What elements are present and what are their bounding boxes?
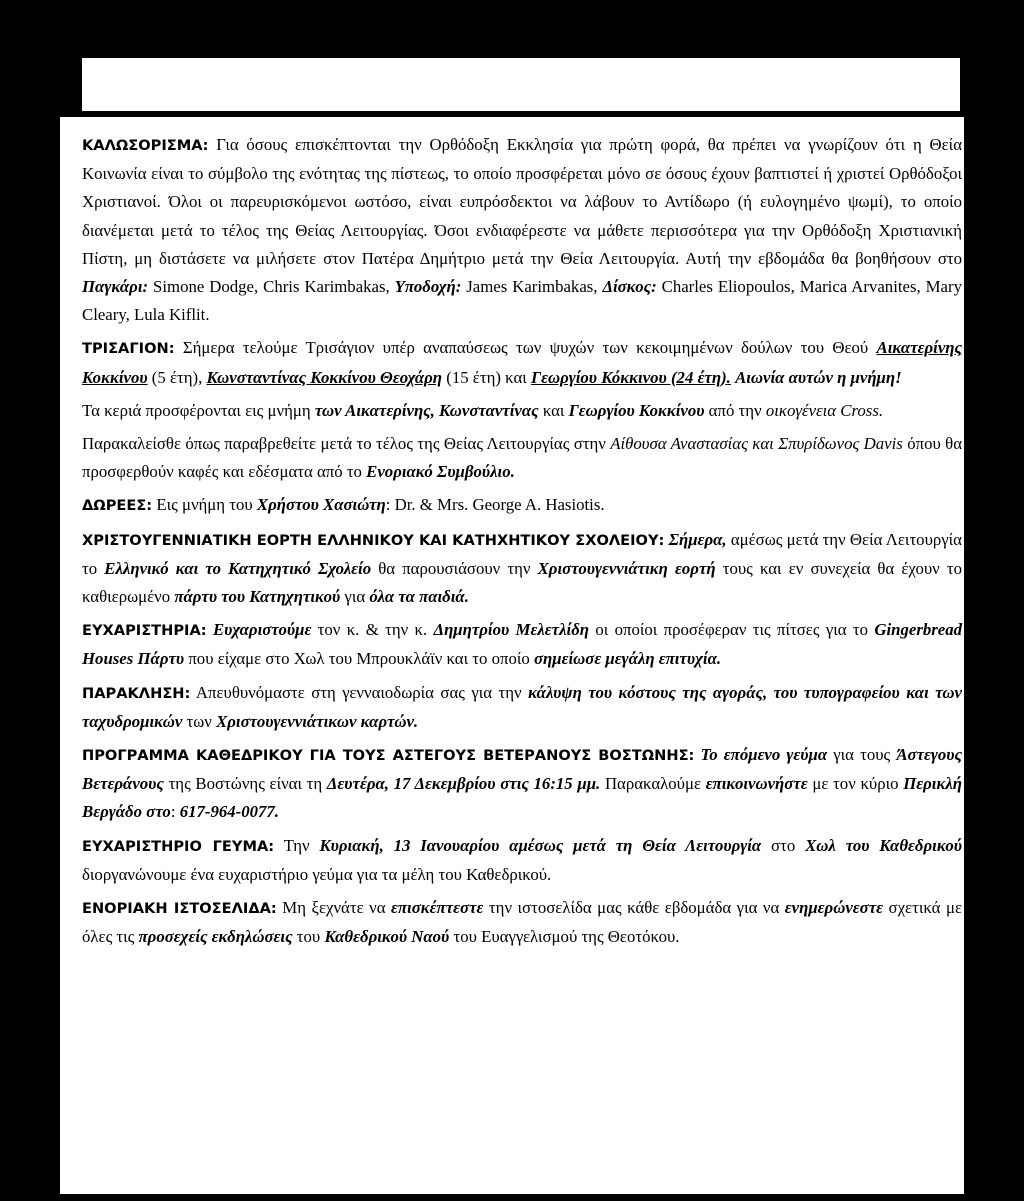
- announcement-kollyva: [82, 397, 962, 425]
- emphasis-run: Gingerbread Houses Πάρτυ: [82, 620, 962, 669]
- emphasis-run: Άστεγους Βετεράνους: [82, 745, 962, 794]
- text-run: Εις μνήμη του: [152, 495, 257, 515]
- header-bar: [82, 58, 960, 111]
- text-run: Τα κεριά προσφέρονται εις μνήμη: [82, 400, 315, 420]
- text-run: Την: [274, 835, 320, 855]
- section-label: ΔΩΡΕΕΣ:: [82, 497, 153, 515]
- text-run: Παρακαλείσθε όπως παραβρεθείτε μετά το τέλος της Θείας Λειτουργίας στην: [82, 434, 611, 454]
- text-run: τους και εν συνεχεία θα έχουν το καθιερωμένο: [82, 558, 963, 607]
- emphasis-run: Κωνσταντίνας Κοκκίνου Θεοχάρη: [206, 367, 443, 387]
- text-run: διοργανώνουμε ένα ευχαριστήριο γεύμα για τα μέλη του Καθεδρικού.: [82, 864, 552, 884]
- emphasis-run: Αίθουσα Αναστασίας και Σπυρίδωνος Davis: [610, 434, 903, 454]
- text-run: για τους: [827, 745, 897, 765]
- emphasis-run: Παγκάρι:: [82, 277, 149, 297]
- emphasis-run: Χωλ του Καθεδρικού: [805, 835, 962, 855]
- text-run: οι οποίοι προσέφεραν τις πίτσες για το: [589, 620, 875, 640]
- section-label: ΠΡΟΓΡΑΜΜΑ ΚΑΘΕΔΡΙΚΟΥ ΓΙΑ ΤΟΥΣ ΑΣΤΕΓΟΥΣ ΒΕΤΕΡΑΝΟΥΣ ΒΟΣΤΩΝΗΣ:: [82, 747, 695, 765]
- text-run: της Βοστώνης είναι τη: [163, 774, 327, 794]
- text-run: (5 έτη),: [147, 367, 207, 387]
- emphasis-run: 617-964-0077.: [179, 802, 279, 822]
- text-run: Charles Eliopoulos, Marica Arvanites, Mary Cleary, Lula Kiflit.: [82, 277, 962, 325]
- emphasis-run: Το επόμενο γεύμα: [700, 745, 828, 765]
- section-label: ΤΡΙΣΑΓΙΟΝ:: [82, 340, 175, 358]
- text-run: σχετικά με όλες τις: [82, 898, 962, 947]
- text-run: του: [292, 927, 325, 947]
- emphasis-run: των Αικατερίνης, Κωνσταντίνας: [314, 400, 539, 420]
- section-label: ΕΥΧΑΡΙΣΤΗΡΙΑ:: [82, 622, 207, 640]
- emphasis-run: Υποδοχή:: [394, 277, 462, 297]
- text-run: στο: [761, 835, 806, 855]
- text-run: Για όσους επισκέπτονται την Ορθόδοξη Εκκλησία για πρώτη φορά, θα πρέπει να γνωρίζουν ότι η Θεία Κοινωνία είναι το σύμβολο της ενότητας της πίστεως, το οποίο προσφέρεται μόνο σε όσους έχουν βαπτιστεί ή χριστεί Ορθόδοξοι Χριστιανοί. Όλοι οι παρευρισκόμενοι ωστόσο, είναι ευπρόσδεκτοι να λάβουν το Αντίδωρο (ή ευλογημένο ψωμί), το οποίο διανέμεται μετά το τέλος της Θείας Λειτουργίας. Όσοι ενδιαφέρεστε να μάθετε περισσότερα για την Ορθόδοξη Χριστιανική Πίστη, μη διστάσετε να μιλήσετε στον Πατέρα Δημήτριο μετά την Θεία Λειτουργία. Αυτή την εβδομάδα θα βοηθήσουν στο: [82, 135, 962, 268]
- emphasis-run: όλα τα παιδιά.: [369, 587, 469, 607]
- announcement-donations: [82, 491, 962, 520]
- announcement-thanks-lunch: [82, 832, 962, 889]
- text-run: του Ευαγγελισμού της Θεοτόκου.: [449, 927, 680, 947]
- emphasis-run: Ελληνικό και το Κατηχητικό Σχολείο: [104, 558, 372, 578]
- announcements: [82, 131, 962, 956]
- emphasis-run: Δημητρίου Μελετλίδη: [433, 620, 590, 640]
- emphasis-run: Δευτέρα, 17 Δεκεμβρίου στις 16:15 μμ.: [326, 774, 601, 794]
- emphasis-run: Περικλή Βεργάδο στο: [82, 774, 963, 822]
- emphasis-run: Καθεδρικού Ναού: [324, 927, 450, 947]
- text-run: των: [182, 711, 217, 731]
- text-run: με τον κύριο: [807, 774, 904, 794]
- announcement-trisagion: [82, 334, 962, 391]
- emphasis-run: Χριστουγεννιάτικη εορτή: [537, 558, 716, 578]
- text-run: Απευθυνόμαστε στη γενναιοδωρία σας για την: [190, 682, 529, 702]
- announcement-thanks: [82, 616, 962, 673]
- emphasis-run: Χριστουγεννιάτικων καρτών.: [216, 711, 419, 731]
- emphasis-run: επικοινωνήστε: [705, 774, 808, 794]
- emphasis-run: κάλυψη του κόστους της αγοράς, του τυπογραφείου και των ταχυδρομικών: [82, 682, 962, 731]
- text-run: Simone Dodge, Chris Karimbakas,: [148, 277, 395, 297]
- emphasis-run: προσεχείς εκδηλώσεις: [138, 927, 293, 947]
- announcement-request: [82, 679, 962, 736]
- emphasis-run: Αιωνία αυτών η μνήμη!: [735, 367, 902, 387]
- text-run: που είχαμε στο Χωλ του Μπρουκλάϊν και το οποίο: [184, 649, 534, 669]
- emphasis-run: Σήμερα,: [668, 529, 727, 549]
- emphasis-run: ενημερώνεστε: [784, 898, 884, 918]
- text-run: από την: [704, 400, 766, 420]
- section-label: ΚΑΛΩΣΟΡΙΣΜΑ:: [82, 137, 209, 154]
- text-run: :: [170, 802, 180, 822]
- emphasis-run: Γεωργίου Κοκκίνου: [568, 400, 705, 420]
- text-run: τον κ. & την κ.: [311, 620, 434, 640]
- announcement-coffee: [82, 430, 962, 486]
- section-label: ΕΝΟΡΙΑΚΗ ΙΣΤΟΣΕΛΙΔΑ:: [82, 900, 277, 918]
- text-run: και: [538, 400, 569, 420]
- emphasis-run: Κυριακή, 13 Ιανουαρίου αμέσως μετά τη Θεία Λειτουργία: [319, 835, 762, 855]
- emphasis-run: Ενοριακό Συμβούλιο.: [366, 462, 515, 482]
- announcement-welcome: [82, 131, 962, 329]
- section-label: ΕΥΧΑΡΙΣΤΗΡΙΟ ΓΕΥΜΑ:: [82, 837, 275, 855]
- emphasis-run: επισκέπτεστε: [391, 898, 484, 918]
- text-run: (15 έτη) και: [442, 367, 531, 387]
- announcement-website: [82, 894, 962, 951]
- text-run: James Karimbakas,: [461, 277, 603, 297]
- text-run: Σήμερα τελούμε Τρισάγιον υπέρ αναπαύσεως των ψυχών των κεκοιμημένων δούλων του Θεού: [174, 338, 877, 358]
- emphasis-run: Δίσκος:: [602, 277, 657, 297]
- emphasis-run: πάρτυ του Κατηχητικού: [174, 587, 341, 607]
- section-label: ΠΑΡΑΚΛΗΣΗ:: [82, 684, 191, 702]
- text-run: όπου θα προσφερθούν καφές και εδέσματα από το: [82, 434, 962, 482]
- emphasis-run: Χρήστου Χασιώτη: [256, 495, 386, 515]
- text-run: για: [340, 587, 370, 607]
- section-label: ΧΡΙΣΤΟΥΓΕΝΝΙΑΤΙΚΗ ΕΟΡΤΗ ΕΛΛΗΝΙΚΟΥ ΚΑΙ ΚΑΤΗΧΗΤΙΚΟΥ ΣΧΟΛΕΙΟΥ:: [82, 531, 665, 549]
- emphasis-run: σημείωσε μεγάλη επιτυχία.: [534, 649, 722, 669]
- announcement-veterans: [82, 741, 962, 827]
- emphasis-run: οικογένεια Cross.: [765, 400, 884, 420]
- text-run: την ιστοσελίδα μας κάθε εβδομάδα για να: [483, 898, 785, 918]
- text-run: : Dr. & Mrs. George A. Hasiotis.: [385, 495, 605, 515]
- announcement-christmas-school: [82, 526, 962, 612]
- text-run: Μη ξεχνάτε να: [276, 898, 392, 918]
- text-run: θα παρουσιάσουν την: [371, 558, 538, 578]
- emphasis-run: Γεωργίου Κόκκινου (24 έτη).: [530, 367, 731, 387]
- text-run: Παρακαλούμε: [600, 774, 706, 794]
- text-run: αμέσως μετά την Θεία Λειτουργία το: [82, 529, 962, 578]
- emphasis-run: Ευχαριστούμε: [212, 620, 312, 640]
- emphasis-run: Αικατερίνης Κοκκίνου: [82, 338, 962, 387]
